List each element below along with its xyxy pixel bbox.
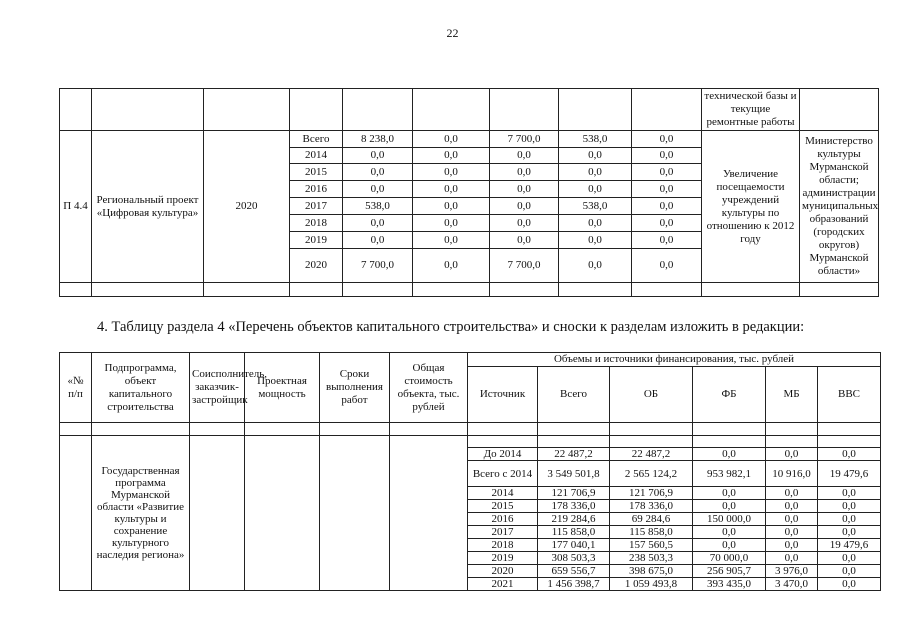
source-cell: 2021 [468, 578, 538, 591]
cell: 178 336,0 [538, 500, 610, 513]
cell: 115 858,0 [610, 526, 693, 539]
row-label: Всего [290, 131, 343, 148]
cell: 0,0 [413, 232, 490, 249]
cell: 0,0 [632, 232, 702, 249]
cell: 0,0 [413, 164, 490, 181]
source-cell: До 2014 [468, 448, 538, 461]
table-row [60, 131, 879, 148]
cell: 1 456 398,7 [538, 578, 610, 591]
header-ob: ОБ [610, 367, 693, 423]
cell: 238 503,3 [610, 552, 693, 565]
source-cell: 2014 [468, 487, 538, 500]
cell: 0,0 [559, 249, 632, 283]
cell: 157 560,5 [610, 539, 693, 552]
cell: 0,0 [632, 131, 702, 148]
cell: 0,0 [693, 539, 766, 552]
cell: 393 435,0 [693, 578, 766, 591]
cell: 3 976,0 [766, 565, 818, 578]
cell: 0,0 [632, 249, 702, 283]
row-label: 2014 [290, 148, 343, 164]
cell: 0,0 [818, 513, 881, 526]
cell: 0,0 [490, 148, 559, 164]
cell: 0,0 [693, 448, 766, 461]
cell: 177 040,1 [538, 539, 610, 552]
cell: 0,0 [766, 448, 818, 461]
cell: 0,0 [413, 198, 490, 215]
header-capacity: Проектная мощность [245, 353, 320, 423]
cell: 0,0 [632, 181, 702, 198]
cell: 0,0 [559, 164, 632, 181]
header-mb: МБ [766, 367, 818, 423]
cell: 0,0 [632, 148, 702, 164]
cell: 0,0 [818, 552, 881, 565]
cell: 8 238,0 [343, 131, 413, 148]
source-cell: 2020 [468, 565, 538, 578]
cell: 0,0 [490, 164, 559, 181]
item-name: Региональный проект «Цифровая культура» [92, 131, 204, 283]
cell: 0,0 [490, 215, 559, 232]
source-cell: 2019 [468, 552, 538, 565]
cell: 178 336,0 [610, 500, 693, 513]
header-subprogram: Подпрограмма, объект капитального строительства [92, 353, 190, 423]
cell: 0,0 [413, 148, 490, 164]
source-cell: 2016 [468, 513, 538, 526]
cell: 0,0 [766, 500, 818, 513]
cell: 0,0 [818, 487, 881, 500]
cell: 0,0 [693, 500, 766, 513]
cell: 0,0 [766, 487, 818, 500]
header-total: Всего [538, 367, 610, 423]
cell: 0,0 [632, 198, 702, 215]
cell: 0,0 [766, 513, 818, 526]
item-year: 2020 [204, 131, 290, 283]
table-row [60, 423, 881, 436]
source-cell: 2017 [468, 526, 538, 539]
top-row-text: технической базы и текущие ремонтные работы [702, 89, 800, 131]
cell: 115 858,0 [538, 526, 610, 539]
cell: 0,0 [490, 198, 559, 215]
cell: 69 284,6 [610, 513, 693, 526]
cell: 7 700,0 [490, 131, 559, 148]
cell: 0,0 [343, 215, 413, 232]
table-row [60, 283, 879, 297]
source-cell: 2018 [468, 539, 538, 552]
cell: 19 479,6 [818, 539, 881, 552]
header-row [60, 353, 881, 367]
row-label: 2016 [290, 181, 343, 198]
cell: 0,0 [766, 552, 818, 565]
cell: 0,0 [766, 539, 818, 552]
cell: 0,0 [490, 181, 559, 198]
cell: 256 905,7 [693, 565, 766, 578]
row-label: 2017 [290, 198, 343, 215]
cell: 0,0 [343, 181, 413, 198]
cell: 0,0 [693, 526, 766, 539]
indicator: Увеличение посещаемости учреждений культуры по отношению к 2012 году [702, 131, 800, 283]
table-row [60, 89, 879, 131]
cell: 0,0 [766, 526, 818, 539]
section-heading: 4. Таблицу раздела 4 «Перечень объектов капитального строительства» и сноски к разделам изложить в редакции: [97, 319, 805, 335]
cell: 19 479,6 [818, 461, 881, 487]
cell: 3 470,0 [766, 578, 818, 591]
cell: 0,0 [343, 232, 413, 249]
source-cell: Всего с 2014 [468, 461, 538, 487]
header-fb: ФБ [693, 367, 766, 423]
header-vvs: ВВС [818, 367, 881, 423]
row-label: 2019 [290, 232, 343, 249]
executor: Министерство культуры Мурманской области; администрации муниципальных образований (городских округов) Мурманской области» [800, 131, 879, 283]
source-cell: 2015 [468, 500, 538, 513]
cell: 121 706,9 [538, 487, 610, 500]
cell: 0,0 [818, 565, 881, 578]
cell: 0,0 [693, 487, 766, 500]
table-row [60, 436, 881, 448]
cell: 0,0 [413, 131, 490, 148]
cell: 150 000,0 [693, 513, 766, 526]
cell: 3 549 501,8 [538, 461, 610, 487]
cell: 22 487,2 [610, 448, 693, 461]
header-num: «№ п/п [60, 353, 92, 423]
cell: 10 916,0 [766, 461, 818, 487]
row-label: 2020 [290, 249, 343, 283]
cell: 0,0 [559, 148, 632, 164]
row-label: 2018 [290, 215, 343, 232]
cell: 0,0 [413, 181, 490, 198]
cell: 953 982,1 [693, 461, 766, 487]
cell: 0,0 [818, 578, 881, 591]
program-table [59, 88, 879, 297]
cell: 0,0 [413, 215, 490, 232]
header-total-cost: Общая стоимость объекта, тыс. рублей [390, 353, 468, 423]
construction-objects-table [59, 352, 881, 591]
program-name: Государственная программа Мурманской области «Развитие культуры и сохранение культурного наследия региона» [92, 436, 190, 591]
cell: 538,0 [559, 131, 632, 148]
cell: 0,0 [559, 232, 632, 249]
cell: 398 675,0 [610, 565, 693, 578]
row-label: 2015 [290, 164, 343, 181]
page-number: 22 [446, 26, 459, 40]
cell: 70 000,0 [693, 552, 766, 565]
cell: 0,0 [343, 164, 413, 181]
cell: 0,0 [818, 526, 881, 539]
cell: 121 706,9 [610, 487, 693, 500]
cell: 0,0 [818, 448, 881, 461]
cell: 0,0 [413, 249, 490, 283]
cell: 308 503,3 [538, 552, 610, 565]
cell: 538,0 [343, 198, 413, 215]
cell: 7 700,0 [343, 249, 413, 283]
header-coexecutor: Соисполнитель, заказчик-застройщик [190, 353, 245, 423]
cell: 0,0 [632, 215, 702, 232]
cell: 22 487,2 [538, 448, 610, 461]
cell: 0,0 [559, 181, 632, 198]
header-financing: Объемы и источники финансирования, тыс. рублей [468, 353, 881, 367]
cell: 219 284,6 [538, 513, 610, 526]
header-source: Источник [468, 367, 538, 423]
cell: 0,0 [343, 148, 413, 164]
cell: 7 700,0 [490, 249, 559, 283]
cell: 538,0 [559, 198, 632, 215]
cell: 659 556,7 [538, 565, 610, 578]
cell: 0,0 [818, 500, 881, 513]
item-number: П 4.4 [60, 131, 92, 283]
cell: 0,0 [632, 164, 702, 181]
header-terms: Сроки выполнения работ [320, 353, 390, 423]
cell: 2 565 124,2 [610, 461, 693, 487]
cell: 0,0 [559, 215, 632, 232]
cell: 1 059 493,8 [610, 578, 693, 591]
cell: 0,0 [490, 232, 559, 249]
